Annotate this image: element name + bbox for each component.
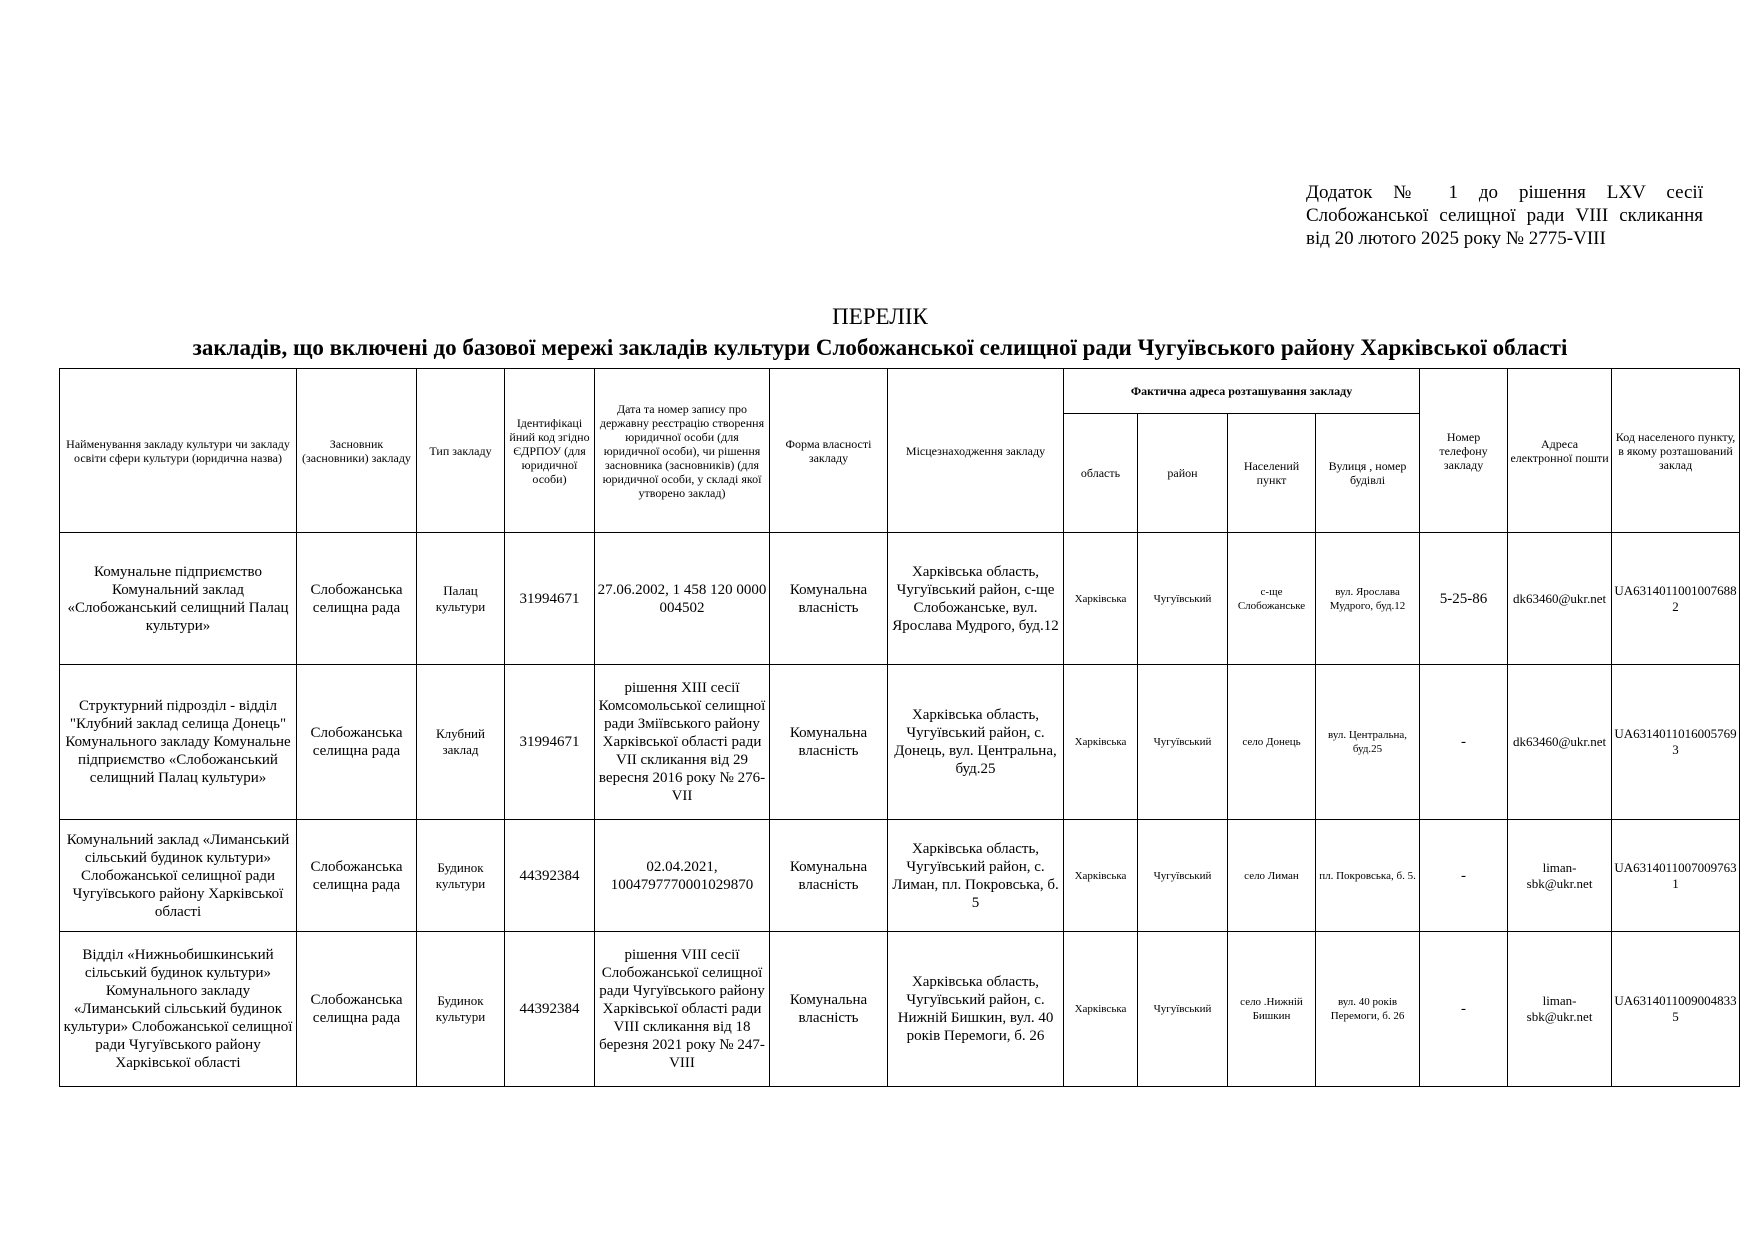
cell-registry: рішення VIII сесії Слобожанської селищної ради Чугуївського району Харківської області ради VIII скликання від 18 березня 2021 року № 247-VIII [595,932,770,1087]
header-registry: Дата та номер запису про державну реєстрацію створення юридичної особи (для юридичної особи), чи рішення засновника (засновників) (для юридичної особи, у складі якої утворено заклад) [595,369,770,533]
cell-code: UA63140110160057693 [1612,665,1740,820]
cell-founder: Слобожанська селищна рада [297,820,417,932]
cell-settlement: с-ще Слобожанське [1228,533,1316,665]
header-code: Код населеного пункту, в якому розташований заклад [1612,369,1740,533]
cell-ownership: Комунальна власність [770,533,888,665]
cell-email: dk63460@ukr.net [1508,665,1612,820]
header-row-1 [60,369,1740,414]
cell-registry: 27.06.2002, 1 458 120 0000 004502 [595,533,770,665]
cell-type: Палац культури [417,533,505,665]
cell-ownership: Комунальна власність [770,820,888,932]
cell-name: Відділ «Нижньобишкинський сільський будинок культури» Комунального закладу «Лиманський сільський будинок культури» Слобожанської селищної ради Чугуївського району Харківської області [60,932,297,1087]
cell-email: liman-sbk@ukr.net [1508,820,1612,932]
cell-founder: Слобожанська селищна рада [297,932,417,1087]
header-type: Тип закладу [417,369,505,533]
cell-region: Харківська [1064,932,1138,1087]
cell-region: Харківська [1064,533,1138,665]
document-subtitle: закладів, що включені до базової мережі закладів культури Слобожанської селищної ради Чугуївського району Харківської області [192,335,1568,360]
cell-district: Чугуївський [1138,533,1228,665]
cell-region: Харківська [1064,665,1138,820]
header-district: район [1138,414,1228,533]
cell-district: Чугуївський [1138,932,1228,1087]
cell-edrpou: 44392384 [505,932,595,1087]
cell-name: Комунальний заклад «Лиманський сільський будинок культури» Слобожанської селищної ради Чугуївського району Харківської області [60,820,297,932]
cell-code: UA63140110070097631 [1612,820,1740,932]
cell-ownership: Комунальна власність [770,932,888,1087]
header-location: Місцезнаходження закладу [888,369,1064,533]
cell-region: Харківська [1064,820,1138,932]
header-ownership: Форма власності закладу [770,369,888,533]
cell-street: пл. Покровська, б. 5. [1316,820,1420,932]
header-address-group: Фактична адреса розташування закладу [1064,369,1420,414]
cell-phone: 5-25-86 [1420,533,1508,665]
cell-location: Харківська область, Чугуївський район, с-ще Слобожанське, вул. Ярослава Мудрого, буд.12 [888,533,1064,665]
cell-registry: 02.04.2021, 1004797770001029870 [595,820,770,932]
cell-code: UA63140110090048335 [1612,932,1740,1087]
cell-street: вул. 40 років Перемоги, б. 26 [1316,932,1420,1087]
cell-email: liman-sbk@ukr.net [1508,932,1612,1087]
table-row [60,820,1740,932]
table-row [60,665,1740,820]
cell-settlement: село Лиман [1228,820,1316,932]
header-settlement: Населений пункт [1228,414,1316,533]
cell-street: вул. Ярослава Мудрого, буд.12 [1316,533,1420,665]
header-email: Адреса електронної пошти [1508,369,1612,533]
institutions-table [59,368,1740,1087]
cell-code: UA63140110010076882 [1612,533,1740,665]
cell-edrpou: 31994671 [505,533,595,665]
cell-founder: Слобожанська селищна рада [297,533,417,665]
cell-location: Харківська область, Чугуївський район, с. Нижній Бишкин, вул. 40 років Перемоги, б. 26 [888,932,1064,1087]
cell-settlement: село Донець [1228,665,1316,820]
cell-district: Чугуївський [1138,665,1228,820]
header-phone: Номер телефону закладу [1420,369,1508,533]
document-title: ПЕРЕЛІК [832,304,928,329]
cell-street: вул. Центральна, буд.25 [1316,665,1420,820]
cell-phone: - [1420,665,1508,820]
header-region: область [1064,414,1138,533]
cell-edrpou: 44392384 [505,820,595,932]
cell-email: dk63460@ukr.net [1508,533,1612,665]
header-street: Вулиця , номер будівлі [1316,414,1420,533]
header-edrpou: Ідентифікаці йний код згідно ЄДРПОУ (для юридичної особи) [505,369,595,533]
cell-location: Харківська область, Чугуївський район, с. Лиман, пл. Покровська, б. 5 [888,820,1064,932]
table-row [60,932,1740,1087]
cell-name: Структурний підрозділ - відділ "Клубний заклад селища Донець" Комунального закладу Комунальне підприємство «Слобожанський селищний Палац культури» [60,665,297,820]
cell-founder: Слобожанська селищна рада [297,665,417,820]
cell-name: Комунальне підприємство Комунальний заклад «Слобожанський селищний Палац культури» [60,533,297,665]
cell-ownership: Комунальна власність [770,665,888,820]
header-name: Найменування закладу культури чи закладу освіти сфери культури (юридична назва) [60,369,297,533]
annex-note: Додаток № 1 до рішення LXV сесії Слобожанської селищної ради VIII скликання від 20 лютого 2025 року № 2775-VIII [1306,182,1703,249]
cell-phone: - [1420,820,1508,932]
cell-phone: - [1420,932,1508,1087]
cell-settlement: село .Нижній Бишкин [1228,932,1316,1087]
cell-edrpou: 31994671 [505,665,595,820]
cell-location: Харківська область, Чугуївський район, с. Донець, вул. Центральна, буд.25 [888,665,1064,820]
cell-type: Будинок культури [417,932,505,1087]
cell-type: Будинок культури [417,820,505,932]
cell-type: Клубний заклад [417,665,505,820]
cell-registry: рішення XIII сесії Комсомольської селищної ради Зміївського району Харківської області ради VII скликання від 29 вересня 2016 року № 276-VII [595,665,770,820]
cell-district: Чугуївський [1138,820,1228,932]
table-row [60,533,1740,665]
header-founder: Засновник (засновники) закладу [297,369,417,533]
